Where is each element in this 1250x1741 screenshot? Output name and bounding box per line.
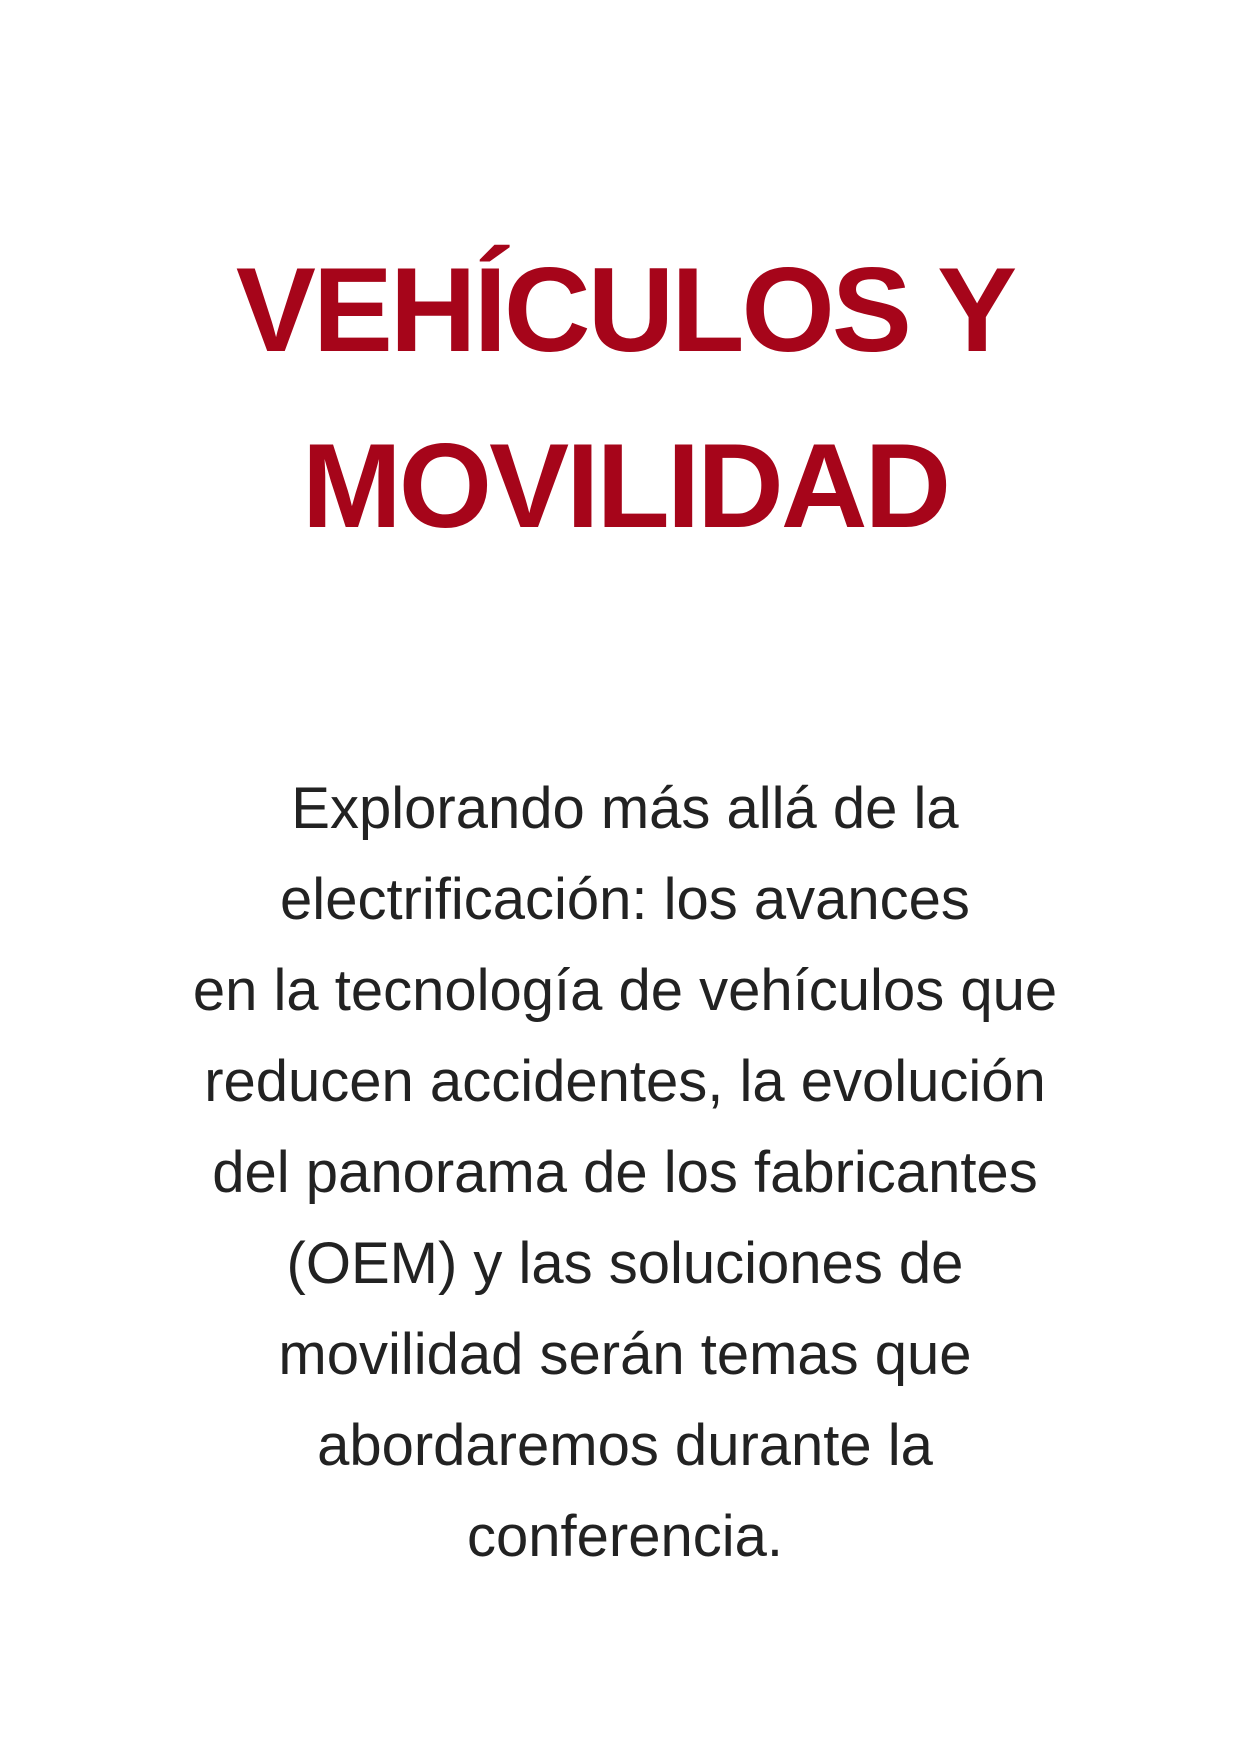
description-line: movilidad serán temas que — [278, 1322, 972, 1387]
page-title — [0, 222, 1250, 574]
description-line: electrificación: los avances — [280, 867, 970, 932]
title-line: VEHÍCULOS Y — [235, 243, 1015, 377]
description-line: abordaremos durante la — [317, 1413, 933, 1478]
description-line: en la tecnología de vehículos que — [192, 958, 1058, 1023]
description-line: del panorama de los fabricantes — [212, 1140, 1038, 1205]
description-line: (OEM) y las soluciones de — [286, 1231, 964, 1296]
title-line: MOVILIDAD — [301, 419, 949, 553]
description-paragraph — [0, 763, 1250, 1582]
description-line: reducen accidentes, la evolución — [204, 1049, 1046, 1114]
description-line: conferencia. — [467, 1504, 783, 1569]
description-line: Explorando más allá de la — [291, 776, 959, 841]
